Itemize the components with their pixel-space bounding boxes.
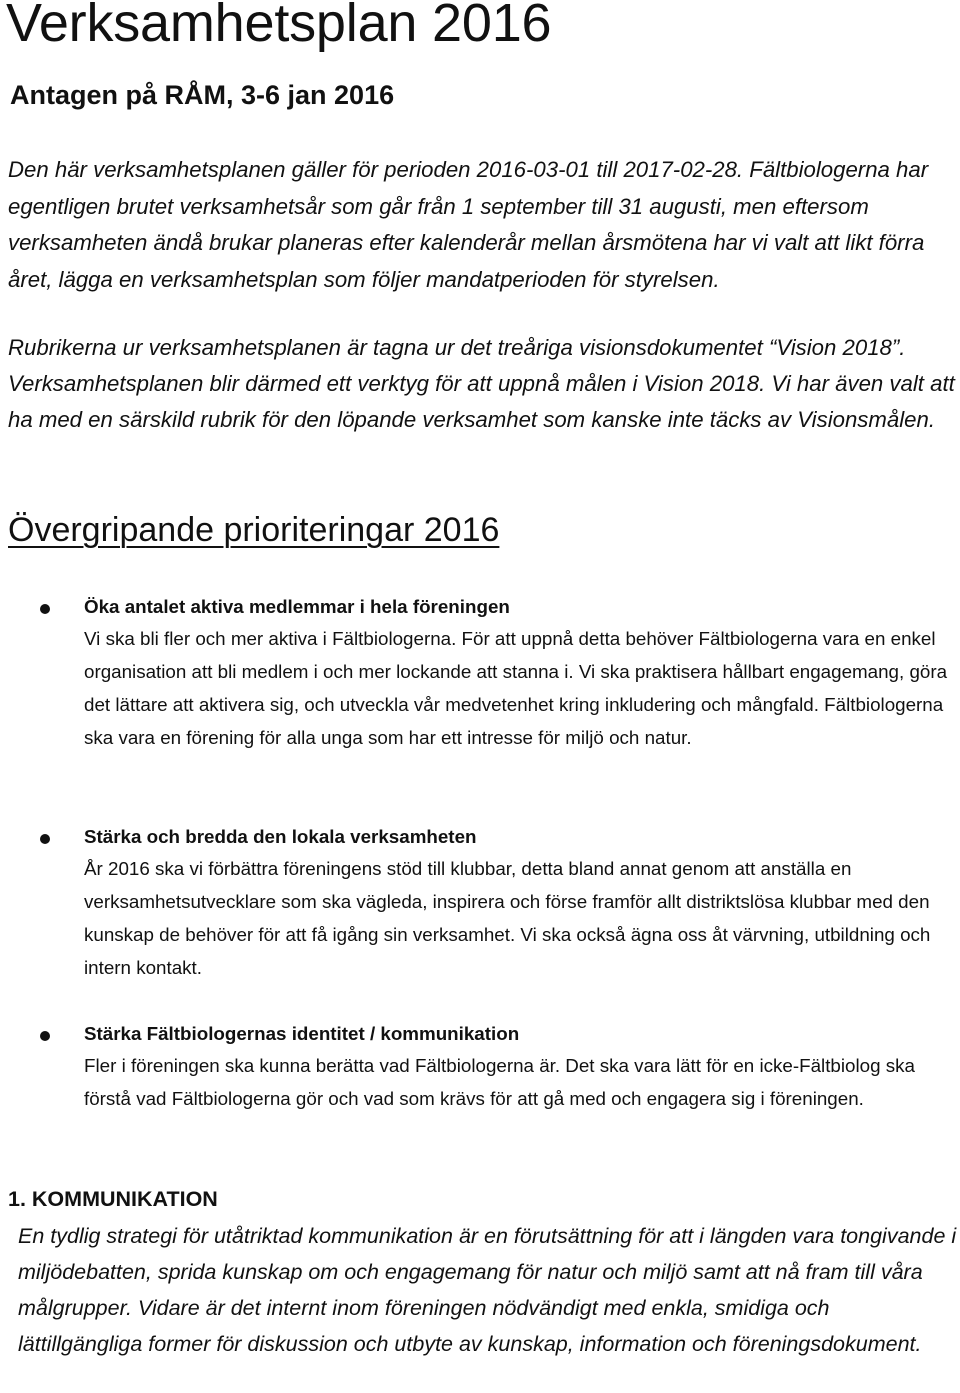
bullet-icon xyxy=(40,1031,50,1041)
document-title: Verksamhetsplan 2016 xyxy=(6,0,552,53)
section-heading: 1. KOMMUNIKATION xyxy=(8,1187,218,1211)
section-body: En tydlig strategi för utåtriktad kommunikation är en förutsättning för att i längden vara tongivande i miljödebatten, sprida kunskap om och engagemang för natur och miljö samt att nå fram till våra målgrupper. Vidare är det internt inom föreningen nödvändigt med enkla, smidiga och lättillgängliga former för diskussion och utbyte av kunskap, information och föreningsdokument. xyxy=(18,1224,957,1356)
document-subtitle: Antagen på RÅM, 3-6 jan 2016 xyxy=(10,80,395,110)
intro-paragraph: Den här verksamhetsplanen gäller för perioden 2016-03-01 till 2017-02-28. Fältbiologerna har egentligen brutet verksamhetsår som går från 1 september till 31 augusti, men eftersom verksamheten ändå brukar planeras efter kalenderår mellan årsmötena har vi valt att likt förra året, lägga en verksamhetsplan som följer mandatperioden för styrelsen. xyxy=(8,157,929,292)
priority-title: Öka antalet aktiva medlemmar i hela föreningen xyxy=(84,596,510,617)
vision-paragraph: Rubrikerna ur verksamhetsplanen är tagna ur det treåriga visionsdokumentet “Vision 2018”. Verksamhetsplanen blir därmed ett verktyg för att uppnå målen i Vision 2018. Vi har även valt att ha med en särskild rubrik för den löpande verksamhet som kanske inte täcks av Visionsmålen. xyxy=(8,335,955,433)
priority-title: Stärka och bredda den lokala verksamheten xyxy=(84,826,477,847)
priority-body: Vi ska bli fler och mer aktiva i Fältbiologerna. För att uppnå detta behöver Fältbiologerna vara en enkel organisation att bli medlem i och mer lockande att stanna i. Vi ska praktisera hållbart engagemang, göra det lättare att aktivera sig, och utveckla vår medvetenhet kring inkludering och mångfald. Fältbiologerna ska vara en förening för alla unga som har ett intresse för miljö och natur. xyxy=(84,628,948,748)
priority-title: Stärka Fältbiologernas identitet / kommunikation xyxy=(84,1023,520,1044)
bullet-icon xyxy=(40,834,50,844)
bullet-icon xyxy=(40,604,50,614)
priorities-heading: Övergripande prioriteringar 2016 xyxy=(8,511,500,549)
priority-body: Fler i föreningen ska kunna berätta vad Fältbiologerna är. Det ska vara lätt för en icke-Fältbiolog ska förstå vad Fältbiologerna gör och vad som krävs för att gå med och engagera sig i föreningen. xyxy=(84,1055,915,1109)
priority-body: År 2016 ska vi förbättra föreningens stöd till klubbar, detta bland annat genom att anställa en verksamhetsutvecklare som ska vägleda, inspirera och förse framför allt distriktslösa klubbar med den kunskap de behöver för att få igång sin verksamhet. Vi ska också ägna oss åt värvning, utbildning och intern kontakt. xyxy=(84,858,931,978)
